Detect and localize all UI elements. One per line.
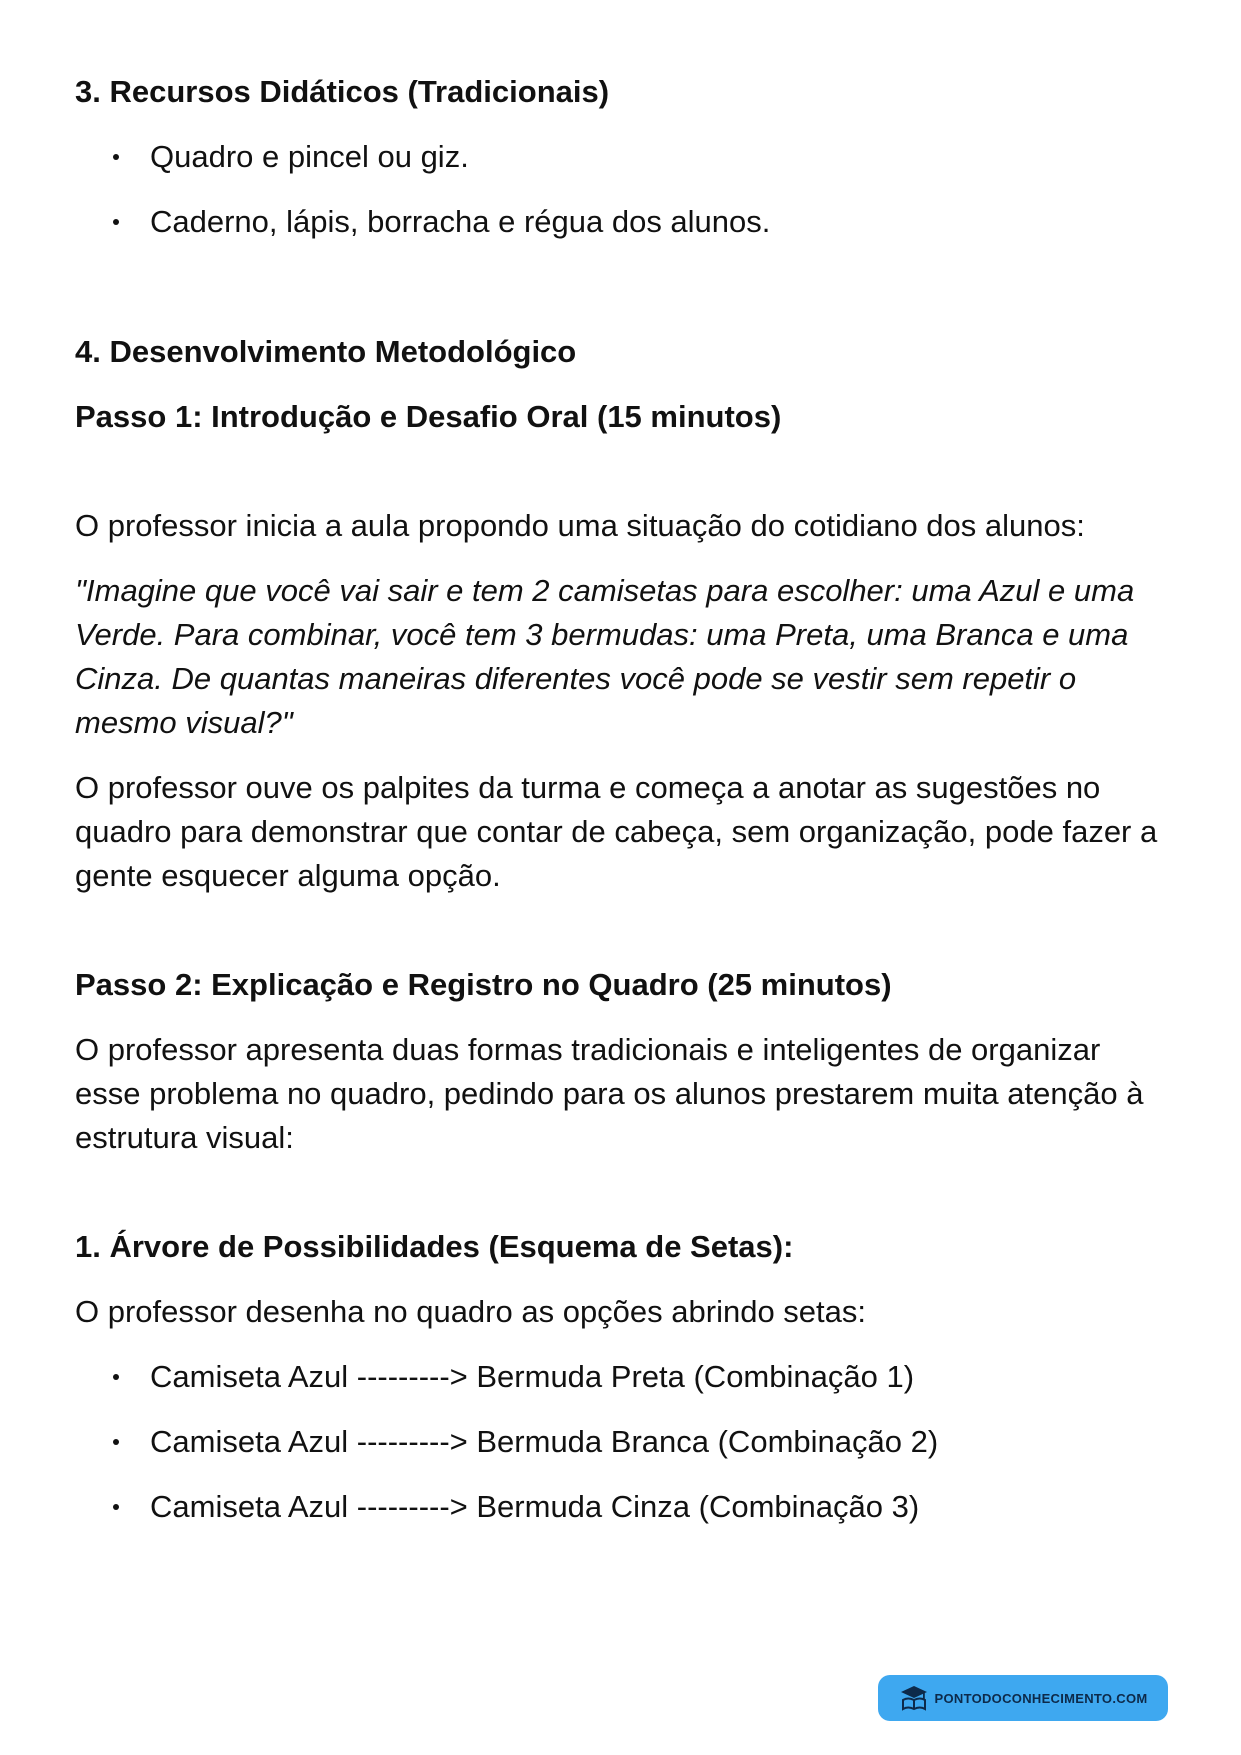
step2-intro: O professor apresenta duas formas tradicionais e inteligentes de organizar esse problema no quadro, pedindo para os alunos prestarem muita atenção à estrutura visual: (75, 1032, 1144, 1155)
list-item (75, 200, 1170, 244)
tree-list (75, 1355, 1170, 1529)
bullet-icon (113, 154, 119, 160)
section3-list (75, 135, 1170, 244)
document-page (75, 70, 1170, 1550)
list-item-text: Camiseta Azul ---------> Bermuda Preta (Combinação 1) (150, 1359, 915, 1394)
tree-intro: O professor desenha no quadro as opções abrindo setas: (75, 1294, 867, 1329)
list-item-text: Camiseta Azul ---------> Bermuda Cinza (Combinação 3) (150, 1489, 920, 1524)
bullet-icon (113, 1504, 119, 1510)
list-item (75, 135, 1170, 179)
bullet-icon (113, 1439, 119, 1445)
list-item-text: Quadro e pincel ou giz. (150, 139, 469, 174)
section4-title: 4. Desenvolvimento Metodológico (75, 334, 577, 369)
step1-quote: "Imagine que você vai sair e tem 2 camisetas para escolher: uma Azul e uma Verde. Para combinar, você tem 3 bermudas: uma Preta, uma Branca e uma Cinza. De quantas maneiras diferentes você pode se vestir sem repetir o mesmo visual?" (75, 573, 1135, 740)
step1-followup: O professor ouve os palpites da turma e começa a anotar as sugestões no quadro para demonstrar que contar de cabeça, sem organização, pode fazer a gente esquecer alguma opção. (75, 770, 1158, 893)
step2-title: Passo 2: Explicação e Registro no Quadro (25 minutos) (75, 967, 892, 1002)
list-item-text: Camiseta Azul ---------> Bermuda Branca (Combinação 2) (150, 1424, 939, 1459)
site-badge[interactable] (878, 1675, 1168, 1721)
step1-title: Passo 1: Introdução e Desafio Oral (15 minutos) (75, 399, 782, 434)
list-item (75, 1355, 1170, 1399)
section3-title: 3. Recursos Didáticos (Tradicionais) (75, 74, 610, 109)
graduation-book-icon (899, 1683, 929, 1713)
bullet-icon (113, 219, 119, 225)
step1-intro: O professor inicia a aula propondo uma situação do cotidiano dos alunos: (75, 508, 1085, 543)
list-item-text: Caderno, lápis, borracha e régua dos alunos. (150, 204, 771, 239)
bullet-icon (113, 1374, 119, 1380)
list-item (75, 1485, 1170, 1529)
list-item (75, 1420, 1170, 1464)
tree-title: 1. Árvore de Possibilidades (Esquema de Setas): (75, 1229, 794, 1264)
badge-text: PONTODOCONHECIMENTO.COM (934, 1690, 1148, 1706)
